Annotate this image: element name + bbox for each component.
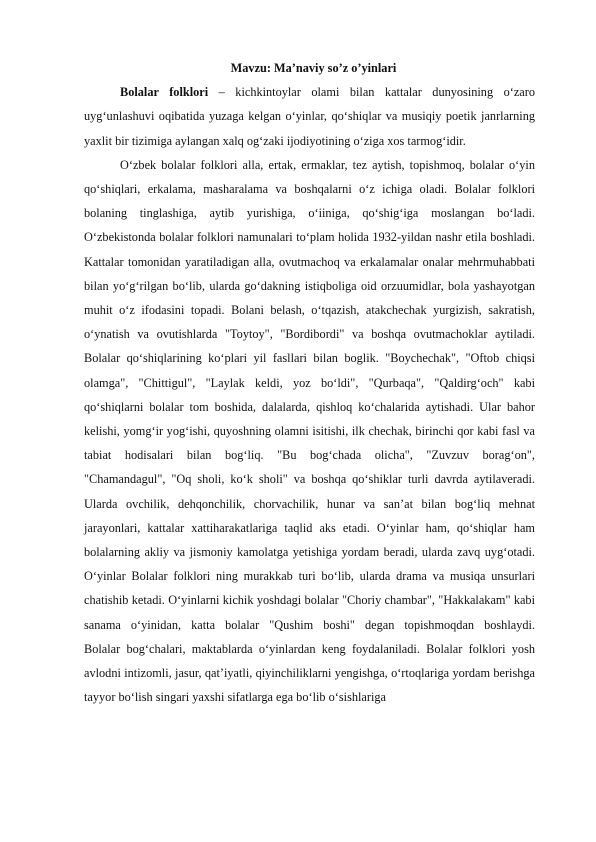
document-title: Mavzu: Ma’naviy so’z o’yinlari: [230, 61, 397, 75]
paragraph-definition: [84, 80, 535, 153]
term-bolalar-folklori: Bolalar folklori: [120, 85, 209, 100]
paragraph-education: Bolalar bog‘chalari, maktablarda o‘yinlardan keng foydalaniladi. Bolalar folklori yosh avlodni intizomli, jasur, qat’iyatli, qiyinchiliklarni yengishga, o‘rtoqlariga yordam berishga tayyor bo‘lish singari yaxshi sifatlarga ega bo‘lib o‘sishlariga: [84, 641, 535, 705]
paragraph-genres: O‘zbek bolalar folklori alla, ertak, ermaklar, tez aytish, topishmoq, bolalar o‘yin qo‘shiqlari, erkalama, masharalama va boshqalarni o‘z ichiga oladi. Bolalar folklori bolaning tinglashiga, aytib yurishiga, o‘iiniga, qo‘shig‘iga moslangan bo‘ladi. O‘zbekistonda bolalar folklori namunalari to‘plam holida 1932-yildan nashr etila boshladi. Kattalar tomonidan yaratiladigan alla, ovutmachoq va erkalamalar onalar mehrmuhabbati bilan yo‘g‘rilgan bo‘lib, ularda go‘dakning istiqboliga oid orzuumidlar, bola yashayotgan muhit o‘z ifodasini topadi. Bolani belash, o‘tqazish, atakchechak yurgizish, sakratish, o‘ynatish va ovutishlarda "Toytoy", "Bordibordi" va boshqa ovutmachoklar aytiladi. Bolalar qo‘shiqlarining ko‘plari yil fasllari bilan boglik. "Boychechak", "Oftob chiqsi olamga", "Chittigul", "Laylak keldi, yoz bo‘ldi", "Qurbaqa", "Qaldirg‘och" kabi qo‘shiqlarni bolalar tom boshida, dalalarda, qishloq ko‘chalarida aytishadi. Ular bahor kelishi, yomg‘ir yog‘ishi, quyoshning olamni isitishi, ilk chechak, birinchi qor kabi fasl va tabiat hodisalari bilan bog‘liq. "Bu bog‘chada olicha", "Zuvzuv borag‘on", "Chamandagul", "Oq sholi, ko‘k sholi" va boshqa qo‘shiklar turli davrda aytilaveradi. Ularda ovchilik, dehqonchilik, chorvachilik, hunar va san’at bilan bog‘liq mehnat jarayonlari, kattalar xattiharakatlariga taqlid aks etadi. O‘yinlar ham, qo‘shiqlar ham bolalarning akliy va jismoniy kamolatga yetishiga yordam beradi, ularda zavq uyg‘otadi. O‘yinlar Bolalar folklori ning murakkab turi bo‘lib, ularda drama va musiqa unsurlari chatishib ketadi. O‘yinlarni kichik yoshdagi bolalar "Choriy chambar", "Hakkalakam" kabi sanama o‘yinidan, katta bolalar "Qushim boshi" degan topishmoqdan boshlaydi.: [84, 157, 535, 632]
definition-text: – kichkintoylar olami bilan kattalar dunyosining o‘zaro uyg‘unlashuvi oqibatida yuzaga kelgan o‘yinlar, qo‘shiqlar va musiqiy poetik janrlarning yaxlit bir tizimiga aylangan xalq og‘zaki ijodiyotining o‘ziga xos tarmog‘idir.: [84, 85, 535, 148]
